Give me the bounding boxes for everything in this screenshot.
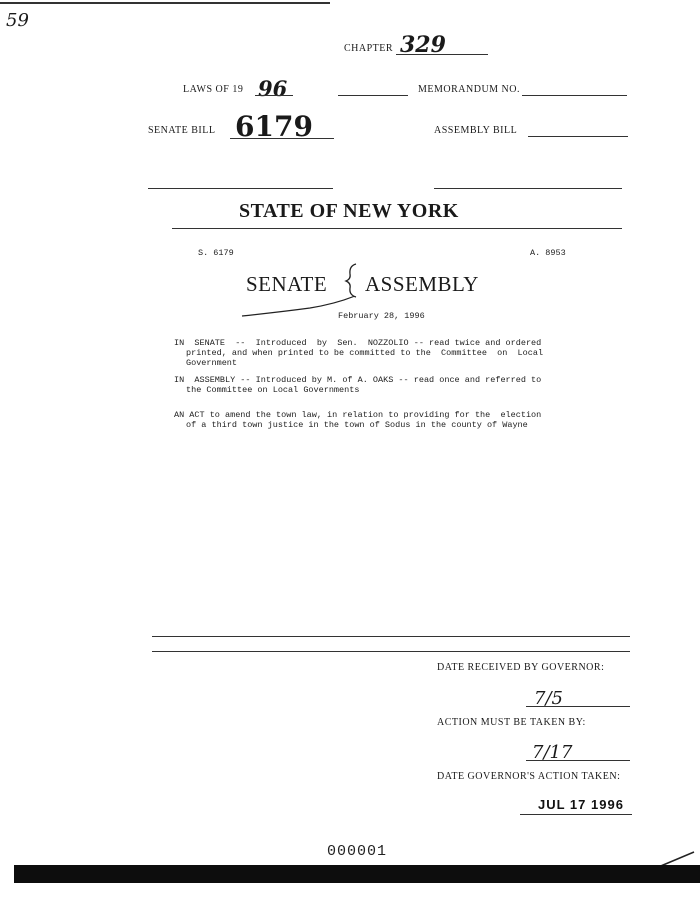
chapter-underline xyxy=(396,54,488,55)
date-action-underline xyxy=(520,814,632,815)
bottom-rule-2 xyxy=(152,651,630,652)
assembly-heading: ASSEMBLY xyxy=(365,272,479,296)
assembly-bill-label: ASSEMBLY BILL xyxy=(434,125,518,136)
bottom-rule-1 xyxy=(152,636,630,637)
laws-label: LAWS OF 19 xyxy=(183,84,244,95)
date-received-label: DATE RECEIVED BY GOVERNOR: xyxy=(437,662,605,673)
corner-mark: 59 xyxy=(6,10,29,31)
date-action-stamp: JUL 17 1996 xyxy=(538,797,624,812)
action-must-label: ACTION MUST BE TAKEN BY: xyxy=(437,717,586,728)
bill-number-senate: S. 6179 xyxy=(198,248,234,258)
senate-bill-label: SENATE BILL xyxy=(148,125,216,136)
para-act-line: AN ACT to amend the town law, in relation to providing for the election xyxy=(174,410,542,420)
state-title: STATE OF NEW YORK xyxy=(239,200,459,222)
para-act xyxy=(174,410,604,430)
laws-underline xyxy=(255,95,293,96)
memorandum-underline xyxy=(522,95,627,96)
senate-heading: SENATE xyxy=(246,272,328,296)
date-received-underline xyxy=(526,706,630,707)
senate-bill-value: 6179 xyxy=(235,110,313,143)
page-number: 000001 xyxy=(327,843,388,860)
para-assembly xyxy=(174,375,604,395)
action-must-underline xyxy=(526,760,630,761)
para-assembly-line: the Committee on Local Governments xyxy=(186,385,360,395)
date-line: February 28, 1996 xyxy=(338,311,425,321)
para-senate-line: IN SENATE -- Introduced by Sen. NOZZOLIO -- read twice and ordered xyxy=(174,338,542,348)
para-senate-line: printed, and when printed to be committed to the Committee on Local xyxy=(186,348,544,358)
para-senate-line: Government xyxy=(186,358,238,368)
senate-bill-underline xyxy=(230,138,334,139)
date-received-value: 7/5 xyxy=(534,688,563,709)
chapter-label: CHAPTER xyxy=(344,43,394,54)
para-senate xyxy=(174,338,604,368)
blank-line-left xyxy=(148,188,333,189)
date-action-label: DATE GOVERNOR'S ACTION TAKEN: xyxy=(437,771,621,782)
laws-blank-line xyxy=(338,95,408,96)
para-assembly-line: IN ASSEMBLY -- Introduced by M. of A. OAKS -- read once and referred to xyxy=(174,375,542,385)
brace-mark xyxy=(344,262,364,298)
laws-value: 96 xyxy=(258,76,288,101)
state-title-rule xyxy=(172,228,622,229)
chapter-value: 329 xyxy=(400,32,446,58)
bill-number-assembly: A. 8953 xyxy=(530,248,566,258)
assembly-bill-underline xyxy=(528,136,628,137)
action-must-value: 7/17 xyxy=(532,742,573,763)
para-act-line: of a third town justice in the town of Sodus in the county of Wayne xyxy=(186,420,528,430)
top-rule xyxy=(0,2,330,4)
blank-line-right xyxy=(434,188,622,189)
bottom-black-bar xyxy=(14,865,700,883)
memorandum-label: MEMORANDUM NO. xyxy=(418,84,521,95)
